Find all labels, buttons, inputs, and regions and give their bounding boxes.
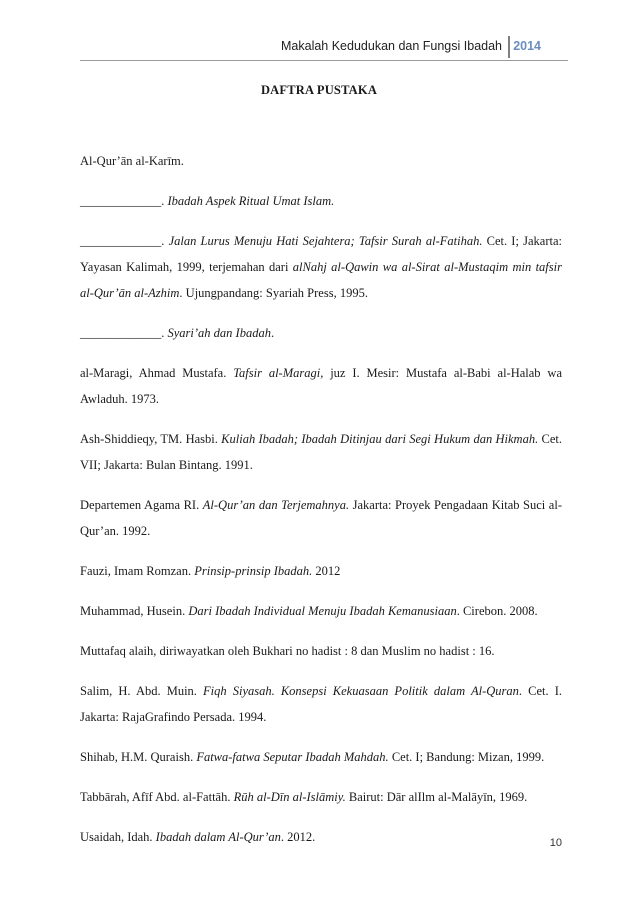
reference-text: . Cet. I. Jakarta: RajaGrafindo Persada. 1994. xyxy=(80,684,563,724)
reference-text: Muttafaq alaih, diriwayatkan oleh Bukhari no hadist : 8 dan Muslim no hadist : 16. xyxy=(80,644,495,658)
reference-title: Fatwa-fatwa Seputar Ibadah Mahdah. xyxy=(196,750,389,764)
header-title: Makalah Kedudukan dan Fungsi Ibadah xyxy=(281,39,502,53)
reference-title: Jalan Lurus Menuju Hati Sejahtera; Tafsir Surah al-Fatihah. xyxy=(168,234,483,248)
reference-title: Dari Ibadah Individual Menuju Ibadah Kemanusiaan xyxy=(188,604,457,618)
reference-text: _____________. xyxy=(80,234,169,248)
reference-text: Cet. I; Jakarta: Yayasan Kalimah, 1999, terjemahan dari xyxy=(80,234,562,274)
reference-entry xyxy=(80,824,562,850)
reference-text: Tabbārah, Afīf Abd. al-Fattāh. xyxy=(80,790,234,804)
reference-entry xyxy=(80,558,562,584)
reference-entry xyxy=(80,228,562,306)
header-year: 2014 xyxy=(513,39,541,53)
reference-title: Kuliah Ibadah; Ibadah Ditinjau dari Segi Hukum dan Hikmah. xyxy=(221,432,539,446)
page-header xyxy=(80,36,568,60)
reference-text: Shihab, H.M. Quraish. xyxy=(80,750,197,764)
reference-entry xyxy=(80,426,562,478)
reference-title: Ibadah dalam Al-Qur’an xyxy=(155,830,281,844)
header-separator xyxy=(508,36,510,58)
reference-text: Jakarta: Proyek Pengadaan Kitab Suci al-Qur’an. 1992. xyxy=(80,498,562,538)
reference-entry xyxy=(80,744,562,770)
reference-title: Rūh al-Dīn al-Islāmiy. xyxy=(233,790,346,804)
reference-text: Ash-Shiddieqy, TM. Hasbi. xyxy=(80,432,222,446)
document-title: DAFTRA PUSTAKA xyxy=(260,83,378,97)
reference-entry xyxy=(80,784,562,810)
header-rule xyxy=(80,60,568,61)
reference-text: Muhammad, Husein. xyxy=(80,604,189,618)
reference-text: Fauzi, Imam Romzan. xyxy=(80,564,195,578)
reference-text: juz I. Mesir: Mustafa al-Babi al-Halab wa Awladuh. 1973. xyxy=(80,366,562,406)
reference-text: Usaidah, Idah. xyxy=(80,830,156,844)
reference-text: . Cirebon. 2008. xyxy=(456,604,538,618)
reference-entry xyxy=(80,638,562,664)
reference-text: . 2012. xyxy=(280,830,316,844)
document-title-wrap xyxy=(0,83,638,98)
reference-entry xyxy=(80,678,562,730)
reference-text: . Ujungpandang: Syariah Press, 1995. xyxy=(179,286,368,300)
reference-entry xyxy=(80,148,562,174)
reference-text: _____________. xyxy=(80,326,168,340)
reference-title: Ibadah Aspek Ritual Umat Islam. xyxy=(167,194,335,208)
reference-text: Departemen Agama RI. xyxy=(80,498,203,512)
reference-text: al-Maragi, Ahmad Mustafa. xyxy=(80,366,234,380)
page-number: 10 xyxy=(549,837,562,849)
reference-entry xyxy=(80,320,562,346)
reference-title: Al-Qur’an dan Terjemahnya. xyxy=(202,498,350,512)
reference-text: . xyxy=(270,326,275,340)
reference-text: Salim, H. Abd. Muin. xyxy=(80,684,204,698)
reference-entry xyxy=(80,598,562,624)
reference-title: Fiqh Siyasah. Konsepsi Kekuasaan Politik dalam Al-Quran xyxy=(203,684,519,698)
reference-list xyxy=(80,148,562,864)
reference-entry xyxy=(80,188,562,214)
reference-entry xyxy=(80,360,562,412)
reference-text: Cet. I; Bandung: Mizan, 1999. xyxy=(388,750,545,764)
reference-text: 2012 xyxy=(312,564,341,578)
reference-text: Al-Qur’ān al-Karīm. xyxy=(80,154,184,168)
reference-text: Bairut: Dār alIlm al-Malāyīn, 1969. xyxy=(345,790,528,804)
reference-title: Prinsip-prinsip Ibadah. xyxy=(194,564,313,578)
reference-text: _____________. xyxy=(80,194,168,208)
reference-title: Syari’ah dan Ibadah xyxy=(167,326,271,340)
reference-entry xyxy=(80,492,562,544)
reference-title: alNahj al-Qawin wa al-Sirat al-Mustaqim min tafsir al-Qur’ān al-Azhim xyxy=(80,260,562,300)
reference-text: Cet. VII; Jakarta: Bulan Bintang. 1991. xyxy=(80,432,563,472)
reference-title: Tafsir al-Maragi, xyxy=(233,366,324,380)
